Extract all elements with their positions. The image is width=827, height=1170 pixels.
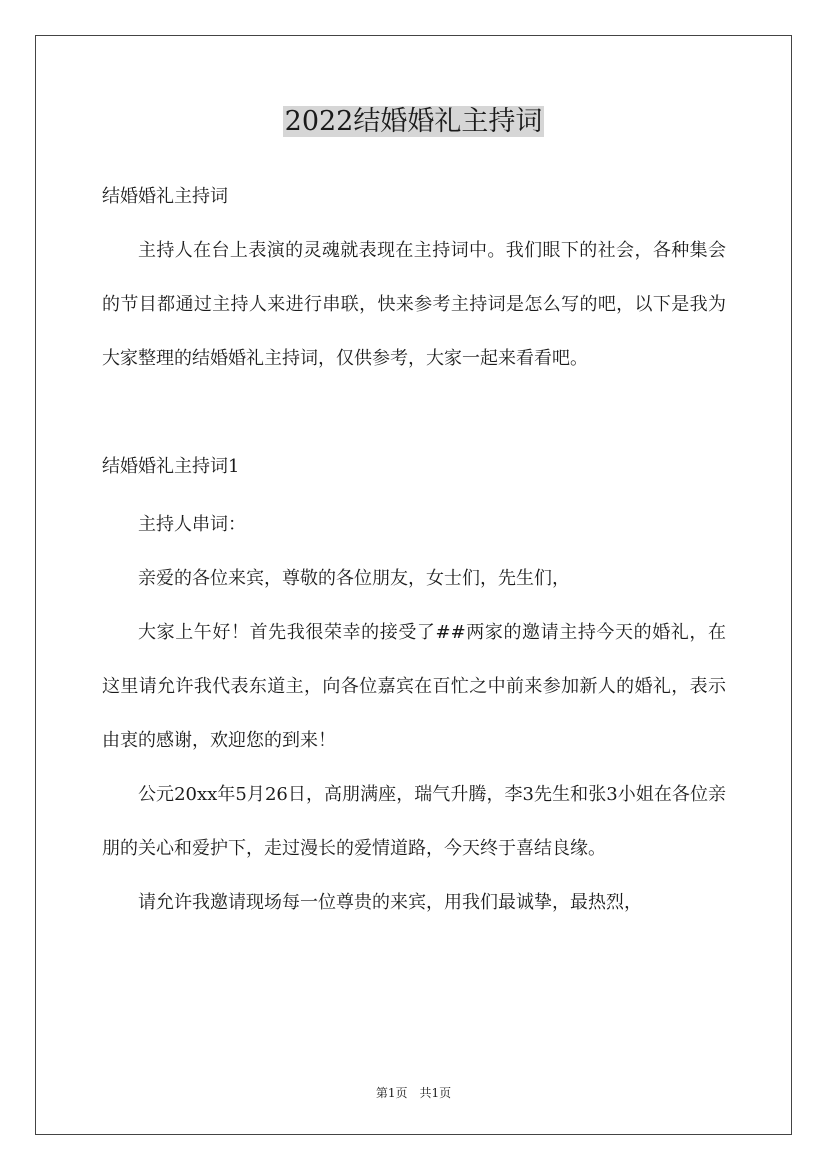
section-heading: 结婚婚礼主持词1 <box>102 456 240 477</box>
document-title-text: 2022结婚婚礼主持词 <box>284 106 543 137</box>
page-total: 共1页 <box>419 1086 452 1100</box>
intro-paragraph: 主持人在台上表演的灵魂就表现在主持词中。我们眼下的社会，各种集会的节目都通过主持人来进行串联，快来参考主持词是怎么写的吧，以下是我为大家整理的结婚婚礼主持词，仅供参考，大家一起来看看吧。 <box>102 240 726 369</box>
page-number: 第1页 <box>375 1086 408 1100</box>
document-body <box>102 170 726 930</box>
body-paragraph: 主持人串词： <box>138 514 246 535</box>
body-paragraph: 请允许我邀请现场每一位尊贵的来宾，用我们最诚挚，最热烈， <box>138 892 642 913</box>
body-paragraph: 大家上午好！首先我很荣幸的接受了##两家的邀请主持今天的婚礼，在这里请允许我代表东道主，向各位嘉宾在百忙之中前来参加新人的婚礼，表示由衷的感谢，欢迎您的到来！ <box>102 622 726 751</box>
body-paragraph: 亲爱的各位来宾，尊敬的各位朋友，女士们，先生们， <box>138 568 570 589</box>
body-paragraph: 公元20xx年5月26日，高朋满座，瑞气升腾，李3先生和张3小姐在各位亲朋的关心和爱护下，走过漫长的爱情道路，今天终于喜结良缘。 <box>102 784 726 859</box>
section-spacer <box>102 386 726 440</box>
document-title <box>0 100 827 144</box>
page-footer <box>0 1084 827 1102</box>
document-subtitle: 结婚婚礼主持词 <box>102 186 228 207</box>
